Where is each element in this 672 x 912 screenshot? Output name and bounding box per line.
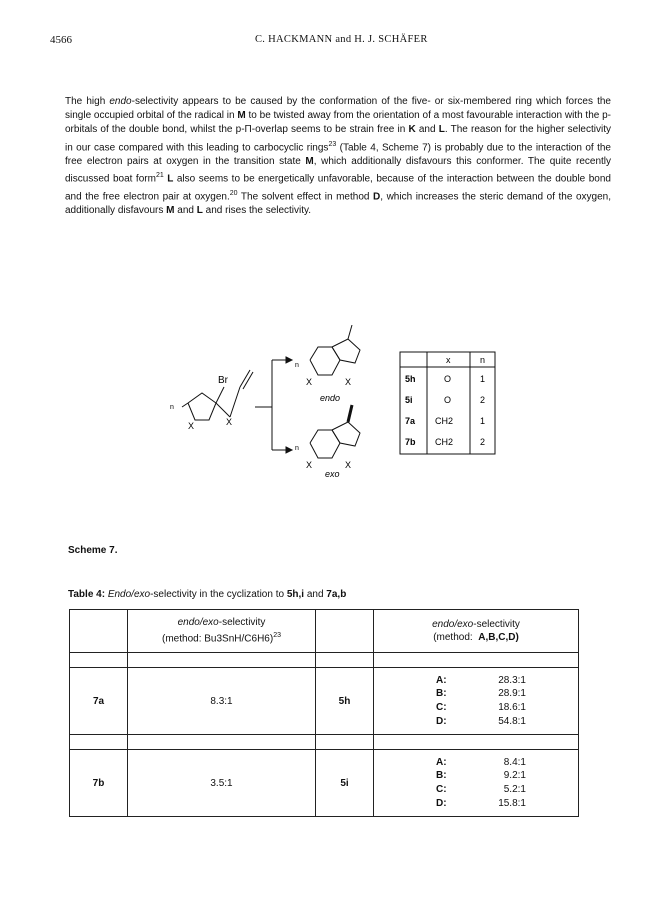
x-label-endo-2: X [345, 377, 352, 387]
endo-label: endo [320, 393, 341, 403]
compound-7b-x: CH2 [435, 437, 454, 447]
n-label-endo: n [295, 362, 299, 369]
n-label-exo: n [295, 445, 299, 452]
compound-7b: 7b [405, 437, 416, 447]
table-row: 7a 8.3:1 5h A: 28.3:1 B: 28.9:1 C: 18.6:1 D: 54.8:1 [70, 668, 579, 735]
endo-product-structure [310, 325, 360, 375]
compound-7a-x: CH2 [435, 416, 454, 426]
x-label-endo-1: X [306, 377, 313, 387]
scheme-label: Scheme 7. [68, 545, 118, 556]
compound-7a: 7a [405, 416, 416, 426]
x-label-exo-2: X [345, 460, 352, 470]
page-number: 4566 [50, 34, 72, 46]
exo-product-structure [310, 422, 360, 458]
n-label-sm: n [170, 404, 174, 411]
bromine-label: Br [218, 375, 228, 386]
compound-5h-x: O [444, 374, 452, 384]
compound-table-head-x: x [446, 355, 451, 365]
compound-5i-x: O [444, 395, 452, 405]
compound-5h-n: 1 [480, 374, 486, 384]
compound-7a-n: 1 [480, 416, 486, 426]
x-label-sm-1: X [188, 421, 195, 431]
table-caption: Table 4: Endo/exo-selectivity in the cyclization to 5h,i and 7a,b [68, 589, 347, 600]
compound-5i-n: 2 [480, 395, 486, 405]
exo-label: exo [325, 469, 340, 479]
scheme-7-figure [160, 325, 500, 490]
selectivity-table [69, 609, 579, 817]
header-literature: endo/exo-selectivity (method: Bu3SnH/C6H6)$^{23}$ [128, 610, 316, 653]
body-paragraph: The high endo-selectivity appears to be caused by the conformation of the five- or six-membered ring which forces the single occupied orbital of the radical in M to be twisted away from the orientation of a most favourable interaction with the p-orbitals of the double bond, whilst the p-Π-overlap seems to be strain free in K and L. The reason for the higher selectivity in our case compared with this leading to carbocyclic rings$^{23}$ (Table 4, Scheme 7) is probably due to the interaction of the free electron pairs at oxygen in the transition state M, which additionally disfavours this conformer. The quite recently discussed boat form$^{21}$ L also seems to be energetically unfavorable, because of the interaction between the double bond and the free electron pair at oxygen.$^{20}$ The solvent effect in method D, which increases the steric demand of the oxygen, additionally disfavours M and L and rises the selectivity. [65, 96, 612, 217]
running-header-authors: C. HACKMANN and H. J. SCHÄFER [255, 34, 428, 45]
table-header-row [70, 610, 579, 653]
compound-table-head-n: n [480, 355, 486, 365]
x-label-sm-2: X [226, 417, 233, 427]
table-row: 7b 3.5:1 5i A: 8.4:1 B: 9.2:1 C: 5.2:1 D: 15.8:1 [70, 750, 579, 817]
compound-7b-n: 2 [480, 437, 486, 447]
compound-5h: 5h [405, 374, 416, 384]
compound-5i: 5i [405, 395, 413, 405]
header-methods: endo/exo-selectivity (method: A,B,C,D) [374, 610, 579, 653]
x-label-exo-1: X [306, 460, 313, 470]
